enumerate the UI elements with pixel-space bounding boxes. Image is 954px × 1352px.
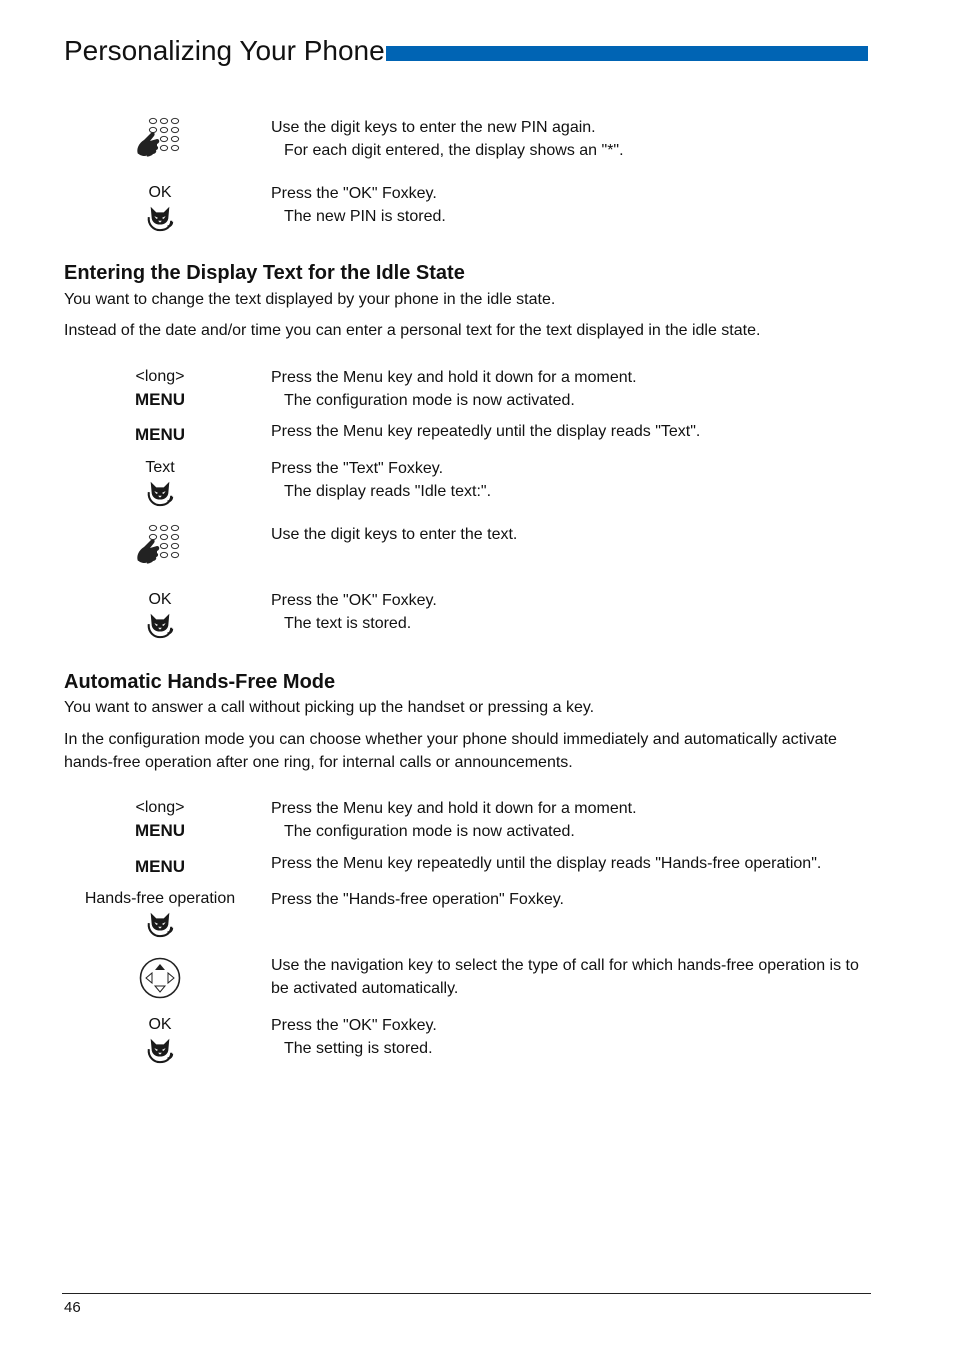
header-accent-bar <box>386 46 868 61</box>
section-title-idle-text: Entering the Display Text for the Idle State <box>64 262 465 284</box>
handsfree-step-long-menu <box>64 797 864 845</box>
foxkey-icon <box>146 910 174 938</box>
handsfree-step-foxkey <box>64 888 864 944</box>
step-key-column <box>64 589 256 639</box>
foxkey-icon <box>146 479 174 507</box>
step-result: The new PIN is stored. <box>284 208 446 225</box>
long-press-label: <long> <box>135 368 185 385</box>
step-instruction: Use the digit keys to enter the new PIN again. <box>271 119 596 136</box>
foxkey-icon <box>146 611 174 639</box>
step-result: The display reads "Idle text:". <box>284 483 492 500</box>
text-key-label: Text <box>145 459 175 476</box>
step-description <box>271 888 866 911</box>
hands-free-key-label: Hands-free operation <box>84 890 236 907</box>
step-key-column <box>64 116 256 158</box>
foxkey-icon <box>146 1036 174 1064</box>
step-result: For each digit entered, the display shows an "*". <box>284 142 624 159</box>
step-result: The configuration mode is now activated. <box>284 823 575 840</box>
step-instruction: Press the "OK" Foxkey. <box>271 1017 437 1034</box>
page-title: Personalizing Your Phone <box>64 35 385 66</box>
step-instruction: Press the Menu key and hold it down for a moment. <box>271 800 637 817</box>
step-description <box>271 116 866 162</box>
navigation-key-icon <box>138 956 182 1000</box>
handsfree-step-navigate <box>64 954 864 1004</box>
step-instruction: Press the Menu key repeatedly until the display reads "Hands-free operation". <box>271 855 822 872</box>
step-key-column <box>64 523 256 565</box>
menu-key-label: MENU <box>134 821 186 840</box>
step-key-column <box>64 888 256 938</box>
ok-key-label: OK <box>148 1016 172 1033</box>
step-result: The configuration mode is now activated. <box>284 392 575 409</box>
menu-key-label: MENU <box>134 857 186 876</box>
section-title-hands-free: Automatic Hands-Free Mode <box>64 671 336 693</box>
step-instruction: Use the digit keys to enter the text. <box>271 526 518 543</box>
step-description <box>271 420 866 443</box>
step-key-column <box>64 954 256 1000</box>
foxkey-icon <box>146 204 174 232</box>
step-instruction: Press the "Text" Foxkey. <box>271 460 444 477</box>
section-intro: You want to change the text displayed by your phone in the idle state. <box>64 291 556 308</box>
step-description <box>271 182 866 228</box>
step-key-column <box>64 852 256 879</box>
page-header <box>64 32 868 72</box>
idle-step-long-menu <box>64 366 864 414</box>
step-key-column <box>64 797 256 843</box>
step-key-column <box>64 182 256 232</box>
menu-key-label: MENU <box>134 390 186 409</box>
step-description <box>271 366 866 412</box>
page-number: 46 <box>64 1299 81 1316</box>
section-intro: You want to answer a call without picking up the handset or pressing a key. <box>64 699 595 716</box>
ok-key-label: OK <box>148 591 172 608</box>
pin-step-ok <box>64 182 864 238</box>
footer-divider <box>62 1293 871 1294</box>
step-instruction: Use the navigation key to select the type of call for which hands-free operation is to be activated automatically. <box>271 957 859 997</box>
section-intro: Instead of the date and/or time you can enter a personal text for the text displayed in the idle state. <box>64 322 761 339</box>
step-key-column <box>64 420 256 447</box>
step-description <box>271 523 866 546</box>
step-description <box>271 797 866 843</box>
step-description <box>271 1014 866 1060</box>
step-key-column <box>64 366 256 412</box>
keypad-icon <box>135 116 185 158</box>
step-instruction: Press the "Hands-free operation" Foxkey. <box>271 891 564 908</box>
ok-key-label: OK <box>148 184 172 201</box>
idle-step-enter-text <box>64 523 864 571</box>
keypad-icon <box>135 523 185 565</box>
step-result: The text is stored. <box>284 615 412 632</box>
step-description <box>271 457 866 503</box>
step-key-column <box>64 457 256 507</box>
step-instruction: Press the "OK" Foxkey. <box>271 185 437 202</box>
idle-step-ok <box>64 589 864 645</box>
step-description <box>271 589 866 635</box>
pin-step-enter-digits <box>64 116 864 164</box>
step-instruction: Press the Menu key repeatedly until the display reads "Text". <box>271 423 701 440</box>
step-result: The setting is stored. <box>284 1040 433 1057</box>
step-key-column <box>64 1014 256 1064</box>
idle-step-menu-repeat <box>64 420 864 448</box>
handsfree-step-menu-repeat <box>64 852 864 880</box>
step-instruction: Press the Menu key and hold it down for a moment. <box>271 369 637 386</box>
step-description <box>271 954 866 1000</box>
step-instruction: Press the "OK" Foxkey. <box>271 592 437 609</box>
long-press-label: <long> <box>135 799 185 816</box>
menu-key-label: MENU <box>134 425 186 444</box>
handsfree-step-ok <box>64 1014 864 1070</box>
section-intro: In the configuration mode you can choose whether your phone should immediately and automatically activate hands-free operation after one ring, for internal calls or announcements. <box>64 731 837 771</box>
idle-step-text-foxkey <box>64 457 864 513</box>
step-description <box>271 852 871 875</box>
